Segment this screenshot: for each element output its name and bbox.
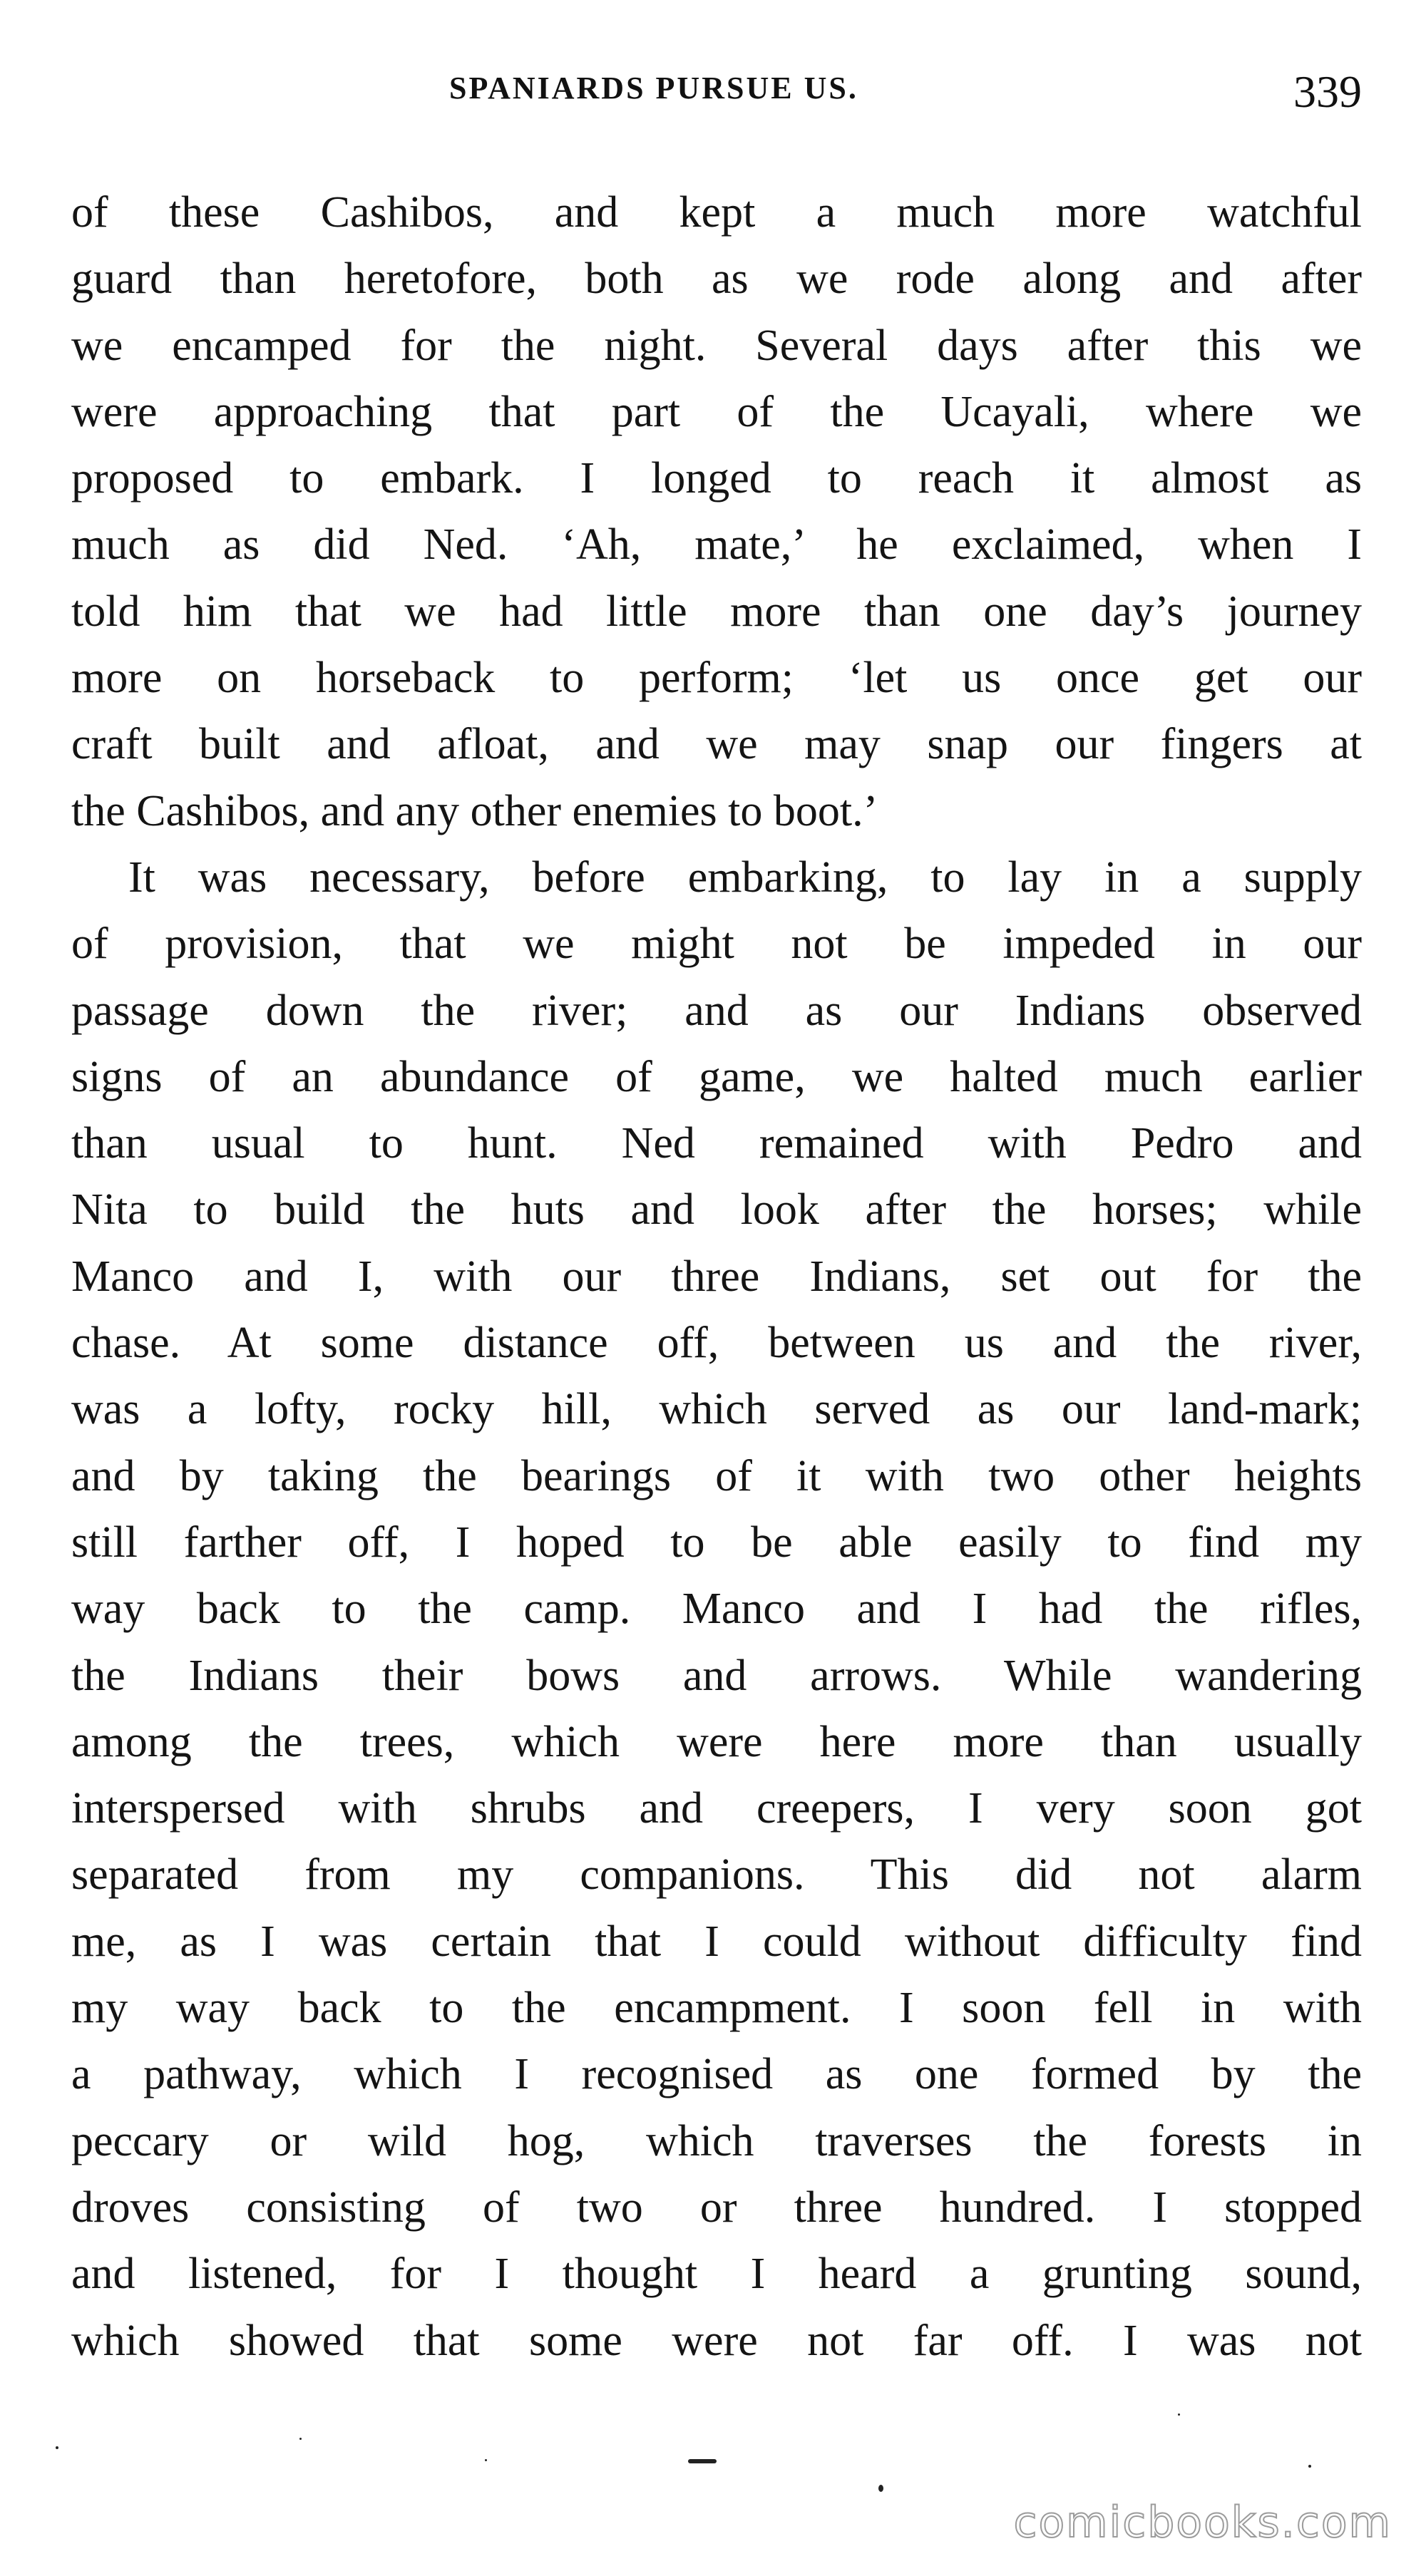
text-line: me, as I was certain that I could without difficulty find: [71, 1917, 1362, 1966]
body-text: [71, 180, 1362, 2374]
running-title: SPANIARDS PURSUE US.: [449, 71, 858, 105]
text-line: Nita to build the huts and look after the horses; while: [71, 1185, 1362, 1235]
text-line: were approaching that part of the Ucayali, where we: [71, 387, 1362, 436]
text-line: much as did Ned. ‘Ah, mate,’ he exclaimed, when I: [71, 520, 1362, 570]
text-line: and by taking the bearings of it with two other heights: [71, 1451, 1362, 1500]
paragraph-end-line: the Cashibos, and any other enemies to boot.’: [71, 786, 878, 835]
text-line: proposed to embark. I longed to reach it almost as: [71, 454, 1362, 503]
text-line: a pathway, which I recognised as one formed by the: [71, 2050, 1362, 2099]
print-speck: [299, 2438, 302, 2440]
text-line: guard than heretofore, both as we rode along and after: [71, 254, 1362, 304]
print-speck: [878, 2485, 883, 2492]
page-number: 339: [1293, 66, 1362, 117]
watermark: comicbooks.com: [1013, 2498, 1392, 2547]
text-line: was a lofty, rocky hill, which served as our land-mark;: [71, 1385, 1362, 1434]
text-line: my way back to the encampment. I soon fell in with: [71, 1984, 1362, 2033]
print-speck: [1308, 2465, 1311, 2468]
text-line: craft built and afloat, and we may snap our fingers at: [71, 720, 1362, 769]
text-line: we encamped for the night. Several days after this we: [71, 321, 1362, 370]
text-line: way back to the camp. Manco and I had the rifles,: [71, 1585, 1362, 1634]
running-head: [71, 66, 1362, 123]
print-speck: [56, 2446, 58, 2449]
print-speck: [688, 2459, 717, 2463]
text-line: and listened, for I thought I heard a grunting sound,: [71, 2250, 1362, 2299]
text-line: peccary or wild hog, which traverses the forests in: [71, 2116, 1362, 2165]
text-line: still farther off, I hoped to be able easily to find my: [71, 1518, 1362, 1567]
paragraph-start-line: It was necessary, before embarking, to lay in a supply: [128, 852, 1362, 902]
text-line: interspersed with shrubs and creepers, I very soon got: [71, 1784, 1362, 1833]
text-line: chase. At some distance off, between us and the river,: [71, 1319, 1362, 1368]
text-line: of provision, that we might not be impeded in our: [71, 919, 1362, 969]
text-line: told him that we had little more than one day’s journey: [71, 587, 1362, 636]
text-line: passage down the river; and as our Indians observed: [71, 986, 1362, 1035]
text-line: droves consisting of two or three hundred. I stopped: [71, 2183, 1362, 2232]
text-line: which showed that some were not far off. I was not: [71, 2316, 1362, 2365]
print-speck: [485, 2459, 487, 2461]
text-line: Manco and I, with our three Indians, set out for the: [71, 1252, 1362, 1301]
text-line: of these Cashibos, and kept a much more watchful: [71, 188, 1362, 237]
text-line: signs of an abundance of game, we halted much earlier: [71, 1052, 1362, 1101]
text-line: the Indians their bows and arrows. While wandering: [71, 1651, 1362, 1700]
print-speck: [1178, 2413, 1180, 2416]
text-line: among the trees, which were here more than usually: [71, 1717, 1362, 1766]
text-line: more on horseback to perform; ‘let us once get our: [71, 654, 1362, 703]
text-line: separated from my companions. This did not alarm: [71, 1850, 1362, 1900]
text-line: than usual to hunt. Ned remained with Pedro and: [71, 1119, 1362, 1168]
